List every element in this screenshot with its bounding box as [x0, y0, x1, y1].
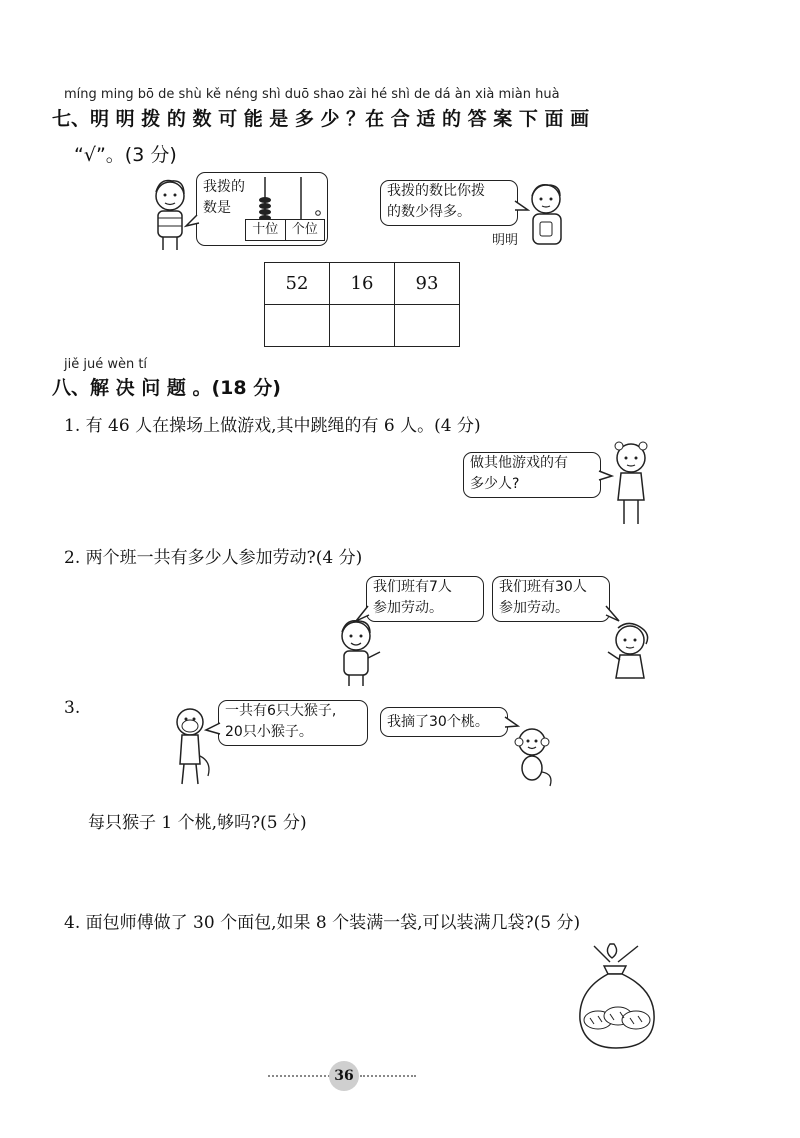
bubble-line: 做其他游戏的有 [470, 455, 568, 471]
section7-pinyin: míng ming bō de shù kě néng shì duō shao zài hé shì de dá àn xià miàn huà [64, 87, 560, 102]
page-dots-right [360, 1075, 416, 1077]
table-row [265, 305, 460, 347]
answer-cell-16[interactable] [330, 305, 395, 347]
mingming-label: 明明 [492, 233, 519, 248]
bubble-q2-class-b [492, 576, 610, 622]
option-52: 52 [265, 263, 330, 305]
ones-label: 个位 [291, 222, 318, 237]
bread-bag-icon [574, 940, 660, 1052]
question-1: 1. 有 46 人在操场上做游戏,其中跳绳的有 6 人。(4 分) [64, 416, 481, 436]
bubble-line: 我们班有30人 [499, 579, 587, 595]
girl-figure-icon [606, 438, 656, 528]
small-monkey-figure-icon [508, 724, 556, 790]
section7-heading-cont: “√”。(3 分) [74, 144, 177, 166]
bubble-line: 数是 [203, 200, 231, 216]
table-row [265, 263, 460, 305]
section8-heading: 八、解 决 问 题 。(18 分) [52, 377, 281, 399]
option-93: 93 [395, 263, 460, 305]
bubble-line: 我们班有7人 [373, 579, 452, 595]
abacus-icon [245, 175, 325, 219]
bubble-line: 多少人? [470, 476, 520, 492]
bubble-line: 的数少得多。 [387, 204, 471, 220]
bubble-tail-icon [204, 722, 222, 736]
bubble-q1 [463, 452, 601, 498]
abacus-base [245, 219, 325, 241]
bubble-line: 20只小猴子。 [225, 724, 313, 740]
bubble-tail-icon [184, 214, 200, 228]
section8-pinyin: jiě jué wèn tí [64, 357, 148, 372]
answer-table [264, 262, 460, 347]
question-4: 4. 面包师傅做了 30 个面包,如果 8 个装满一袋,可以装满几袋?(5 分) [64, 913, 581, 933]
question-2: 2. 两个班一共有多少人参加劳动?(4 分) [64, 548, 363, 568]
answer-cell-52[interactable] [265, 305, 330, 347]
bubble-q3-peaches: 我摘了30个桃。 [380, 707, 508, 737]
answer-cell-93[interactable] [395, 305, 460, 347]
bubble-line: 我拨的数比你拨 [387, 183, 485, 199]
bubble-mingming-compare [380, 180, 518, 226]
girl-figure-icon [604, 618, 656, 690]
boy-figure-icon [330, 616, 386, 688]
bubble-line: 参加劳动。 [499, 600, 569, 616]
tens-label: 十位 [246, 220, 286, 240]
bubble-mingming-abacus [196, 172, 328, 246]
question-3: 每只猴子 1 个桃,够吗?(5 分) [88, 813, 307, 833]
bubble-line: 一共有6只大猴子, [225, 703, 337, 719]
question-3-number: 3. [64, 698, 81, 718]
page-number: 36 [329, 1061, 359, 1091]
mingming-figure-icon [524, 180, 570, 250]
bubble-q3-big-monkey [218, 700, 368, 746]
option-16: 16 [330, 263, 395, 305]
bubble-line: 我拨的 [203, 179, 245, 195]
page-dots-left [268, 1075, 330, 1077]
bubble-line: 参加劳动。 [373, 600, 443, 616]
section7-heading: 七、明 明 拨 的 数 可 能 是 多 少 ？在 合 适 的 答 案 下 面 画 [52, 108, 590, 130]
monkey-figure-icon [168, 704, 214, 788]
